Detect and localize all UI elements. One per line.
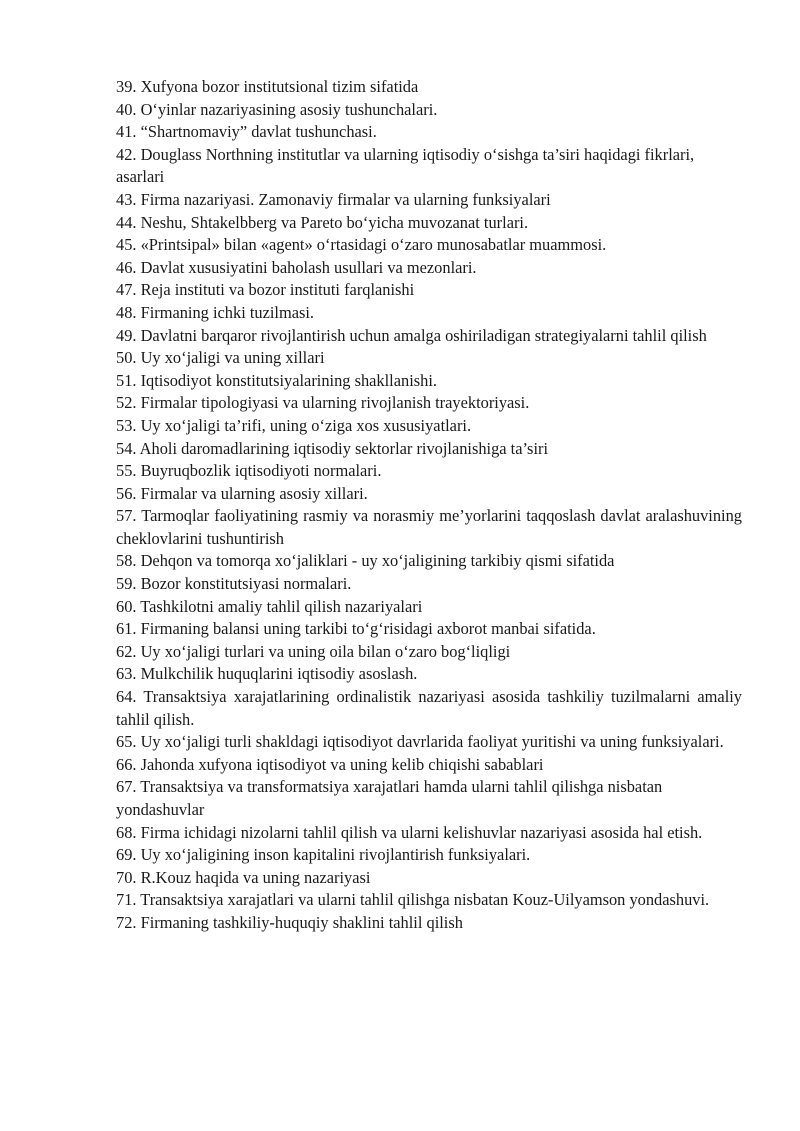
question-item: 57. Tarmoqlar faoliyatining rasmiy va norasmiy me’yorlarini taqqoslash davlat aralashuvining cheklovlarini tushuntirish (116, 506, 742, 548)
question-list (116, 76, 742, 935)
question-item: 50. Uy xo‘jaligi va uning xillari (116, 348, 325, 368)
question-item: 67. Transaktsiya va transformatsiya xarajatlari hamda ularni tahlil qilishga nisbatan yondashuvlar (116, 777, 663, 819)
question-item: 55. Buyruqbozlik iqtisodiyoti normalari. (116, 461, 382, 481)
question-item: 65. Uy xo‘jaligi turli shakldagi iqtisodiyot davrlarida faoliyat yuritishi va uning funksiyalari. (116, 732, 724, 752)
question-item: 44. Neshu, Shtakelbberg va Pareto bo‘yicha muvozanat turlari. (116, 212, 529, 232)
question-item: 48. Firmaning ichki tuzilmasi. (116, 302, 315, 322)
question-item: 63. Mulkchilik huquqlarini iqtisodiy asoslash. (116, 664, 418, 684)
question-item: 72. Firmaning tashkiliy-huquqiy shaklini tahlil qilish (116, 912, 463, 932)
question-item: 59. Bozor konstitutsiyasi normalari. (116, 574, 352, 594)
question-item: 58. Dehqon va tomorqa xo‘jaliklari - uy xo‘jaligining tarkibiy qismi sifatida (116, 551, 615, 571)
question-item: 49. Davlatni barqaror rivojlantirish uchun amalga oshiriladigan strategiyalarni tahlil qilish (116, 325, 707, 345)
question-item: 56. Firmalar va ularning asosiy xillari. (116, 483, 368, 503)
question-item: 43. Firma nazariyasi. Zamonaviy firmalar va ularning funksiyalari (116, 189, 551, 209)
question-item: 39. Xufyona bozor institutsional tizim sifatida (116, 77, 419, 96)
question-item: 46. Davlat xususiyatini baholash usullari va mezonlari. (116, 257, 477, 277)
question-item: 53. Uy xo‘jaligi ta’rifi, uning o‘ziga xos xususiyatlari. (116, 415, 472, 435)
question-item: 64. Transaktsiya xarajatlarining ordinalistik nazariyasi asosida tashkiliy tuzilmalarni amaliy tahlil qilish. (116, 687, 742, 729)
question-item: 69. Uy xo‘jaligining inson kapitalini rivojlantirish funksiyalari. (116, 845, 531, 865)
question-item: 66. Jahonda xufyona iqtisodiyot va uning kelib chiqishi sabablari (116, 754, 544, 774)
question-item: 54. Aholi daromadlarining iqtisodiy sektorlar rivojlanishiga ta’siri (116, 438, 549, 458)
question-item: 51. Iqtisodiyot konstitutsiyalarining shakllanishi. (116, 370, 437, 390)
question-item: 62. Uy xo‘jaligi turlari va uning oila bilan o‘zaro bog‘liqligi (116, 641, 511, 661)
question-item: 61. Firmaning balansi uning tarkibi to‘g‘risidagi axborot manbai sifatida. (116, 619, 596, 639)
question-item: 70. R.Kouz haqida va uning nazariyasi (116, 867, 371, 887)
question-item: 41. “Shartnomaviy” davlat tushunchasi. (116, 122, 377, 142)
question-item: 45. «Printsipal» bilan «agent» o‘rtasidagi o‘zaro munosabatlar muammosi. (116, 235, 607, 255)
question-item: 40. O‘yinlar nazariyasining asosiy tushunchalari. (116, 99, 438, 119)
question-item: 42. Douglass Northning institutlar va ularning iqtisodiy o‘sishga ta’siri haqidagi fikrlari, asarlari (116, 144, 695, 187)
question-item: 68. Firma ichidagi nizolarni tahlil qilish va ularni kelishuvlar nazariyasi asosida hal etish. (116, 822, 703, 842)
question-item: 52. Firmalar tipologiyasi va ularning rivojlanish trayektoriyasi. (116, 393, 530, 413)
question-item: 47. Reja instituti va bozor instituti farqlanishi (116, 280, 415, 300)
question-item: 60. Tashkilotni amaliy tahlil qilish nazariyalari (116, 596, 423, 616)
question-item: 71. Transaktsiya xarajatlari va ularni tahlil qilishga nisbatan Kouz-Uilyamson yondashuvi. (116, 890, 710, 910)
